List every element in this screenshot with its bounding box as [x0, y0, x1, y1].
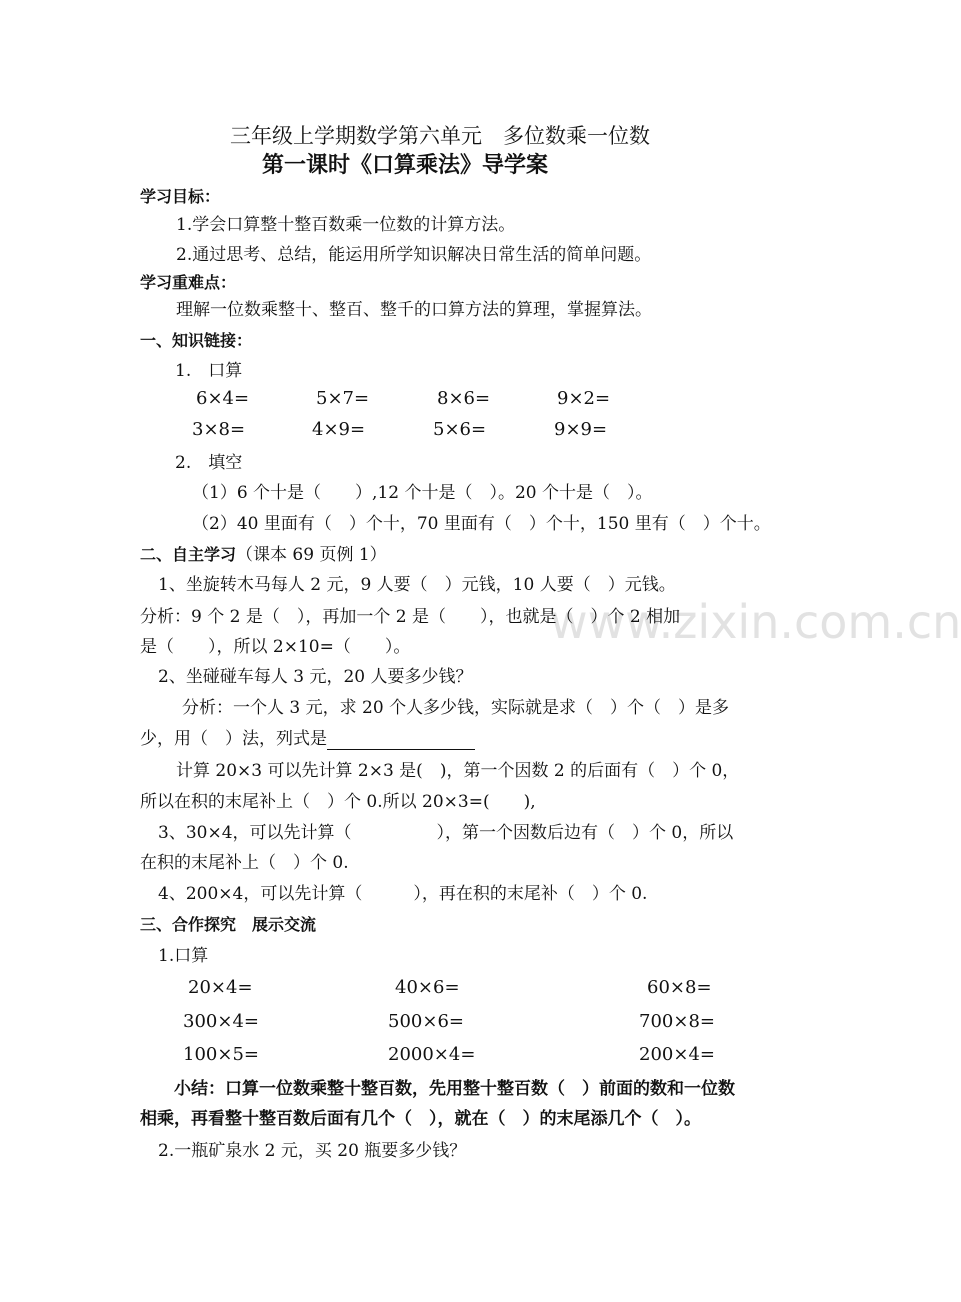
mental-math-item: 5×6= [433, 419, 487, 440]
fill-in-item: （2）40 里面有（ ）个十，70 里面有（ ）个十，150 里有（ ）个十。 [192, 514, 771, 534]
mental-math-item: 500×6= [388, 1011, 464, 1032]
fill-in-item: （1）6 个十是（ ）,12 个十是（ ）。20 个十是（ ）。 [192, 483, 653, 503]
problem-1: 1、坐旋转木马每人 2 元，9 人要（ ）元钱，10 人要（ ）元钱。 [158, 575, 676, 595]
problem-1-analysis: 分析：9 个 2 是（ ），再加一个 2 是（ ），也就是（ ）个 2 相加 [140, 607, 681, 627]
summary: 小结：口算一位数乘整十整百数，先用整十整百数（ ）前面的数和一位数 [174, 1079, 735, 1099]
problem-2: 2、坐碰碰车每人 3 元，20 人要多少钱？ [158, 667, 473, 687]
mental-math-item: 8×6= [437, 388, 491, 409]
problem-1-analysis: 是（ ），所以 2×10=（ ）。 [140, 637, 411, 657]
problem-2-analysis-line [140, 728, 475, 750]
mental-math-item: 100×5= [183, 1044, 259, 1065]
problem-2-calc: 所以在积的末尾补上（ ）个 0.所以 20×3=( ), [140, 792, 536, 812]
section3-q2: 2.一瓶矿泉水 2 元，买 20 瓶要多少钱？ [158, 1141, 467, 1161]
watermark: www.zixin.com.cn [550, 595, 961, 649]
section2-heading-note: （课本 69 页例 1） [236, 545, 387, 565]
mental-math-item: 4×9= [312, 419, 366, 440]
section1-q2-label: 2. 填空 [175, 453, 243, 473]
answer-blank [327, 729, 475, 750]
mental-math-item: 200×4= [639, 1044, 715, 1065]
objectives-heading: 学习目标： [140, 187, 221, 206]
problem-2-analysis: 少，用（ ）法，列式是 [140, 729, 327, 749]
section1-heading: 一、知识链接： [140, 331, 253, 350]
summary: 相乘，再看整十整百数后面有几个（ ），就在（ ）的末尾添几个（ ）。 [140, 1109, 701, 1129]
problem-2-analysis: 分析：一个人 3 元，求 20 个人多少钱，实际就是求（ ）个（ ）是多 [182, 698, 730, 718]
problem-2-calc: 计算 20×3 可以先计算 2×3 是( )，第一个因数 2 的后面有（ ）个 0， [176, 761, 740, 781]
objective-item: 2.通过思考、总结，能运用所学知识解决日常生活的简单问题。 [176, 245, 652, 265]
mental-math-item: 3×8= [192, 419, 246, 440]
key-points-text: 理解一位数乘整十、整百、整千的口算方法的算理，掌握算法。 [176, 300, 652, 320]
problem-3: 3、30×4，可以先计算（ ），第一个因数后边有（ ）个 0，所以 [158, 823, 734, 843]
page-title: 三年级上学期数学第六单元 多位数乘一位数 [230, 124, 650, 148]
mental-math-item: 9×2= [557, 388, 611, 409]
lesson-subtitle: 第一课时《口算乘法》导学案 [262, 153, 549, 178]
problem-3: 在积的末尾补上（ ）个 0. [140, 853, 349, 873]
objective-item: 1.学会口算整十整百数乘一位数的计算方法。 [176, 215, 516, 235]
section1-q1-label: 1. 口算 [175, 361, 243, 381]
mental-math-item: 300×4= [183, 1011, 259, 1032]
mental-math-item: 2000×4= [388, 1044, 476, 1065]
mental-math-item: 5×7= [316, 388, 370, 409]
mental-math-item: 20×4= [188, 977, 253, 998]
section2-heading-line [140, 544, 387, 566]
section2-heading: 二、自主学习 [140, 545, 237, 564]
key-points-heading: 学习重难点： [140, 273, 237, 292]
section3-heading: 三、合作探究 展示交流 [140, 915, 317, 934]
mental-math-item: 6×4= [196, 388, 250, 409]
problem-4: 4、200×4，可以先计算（ ），再在积的末尾补（ ）个 0. [158, 884, 648, 904]
mental-math-item: 60×8= [647, 977, 712, 998]
section3-q1-label: 1.口算 [158, 946, 209, 966]
mental-math-item: 700×8= [639, 1011, 715, 1032]
mental-math-item: 40×6= [395, 977, 460, 998]
mental-math-item: 9×9= [554, 419, 608, 440]
